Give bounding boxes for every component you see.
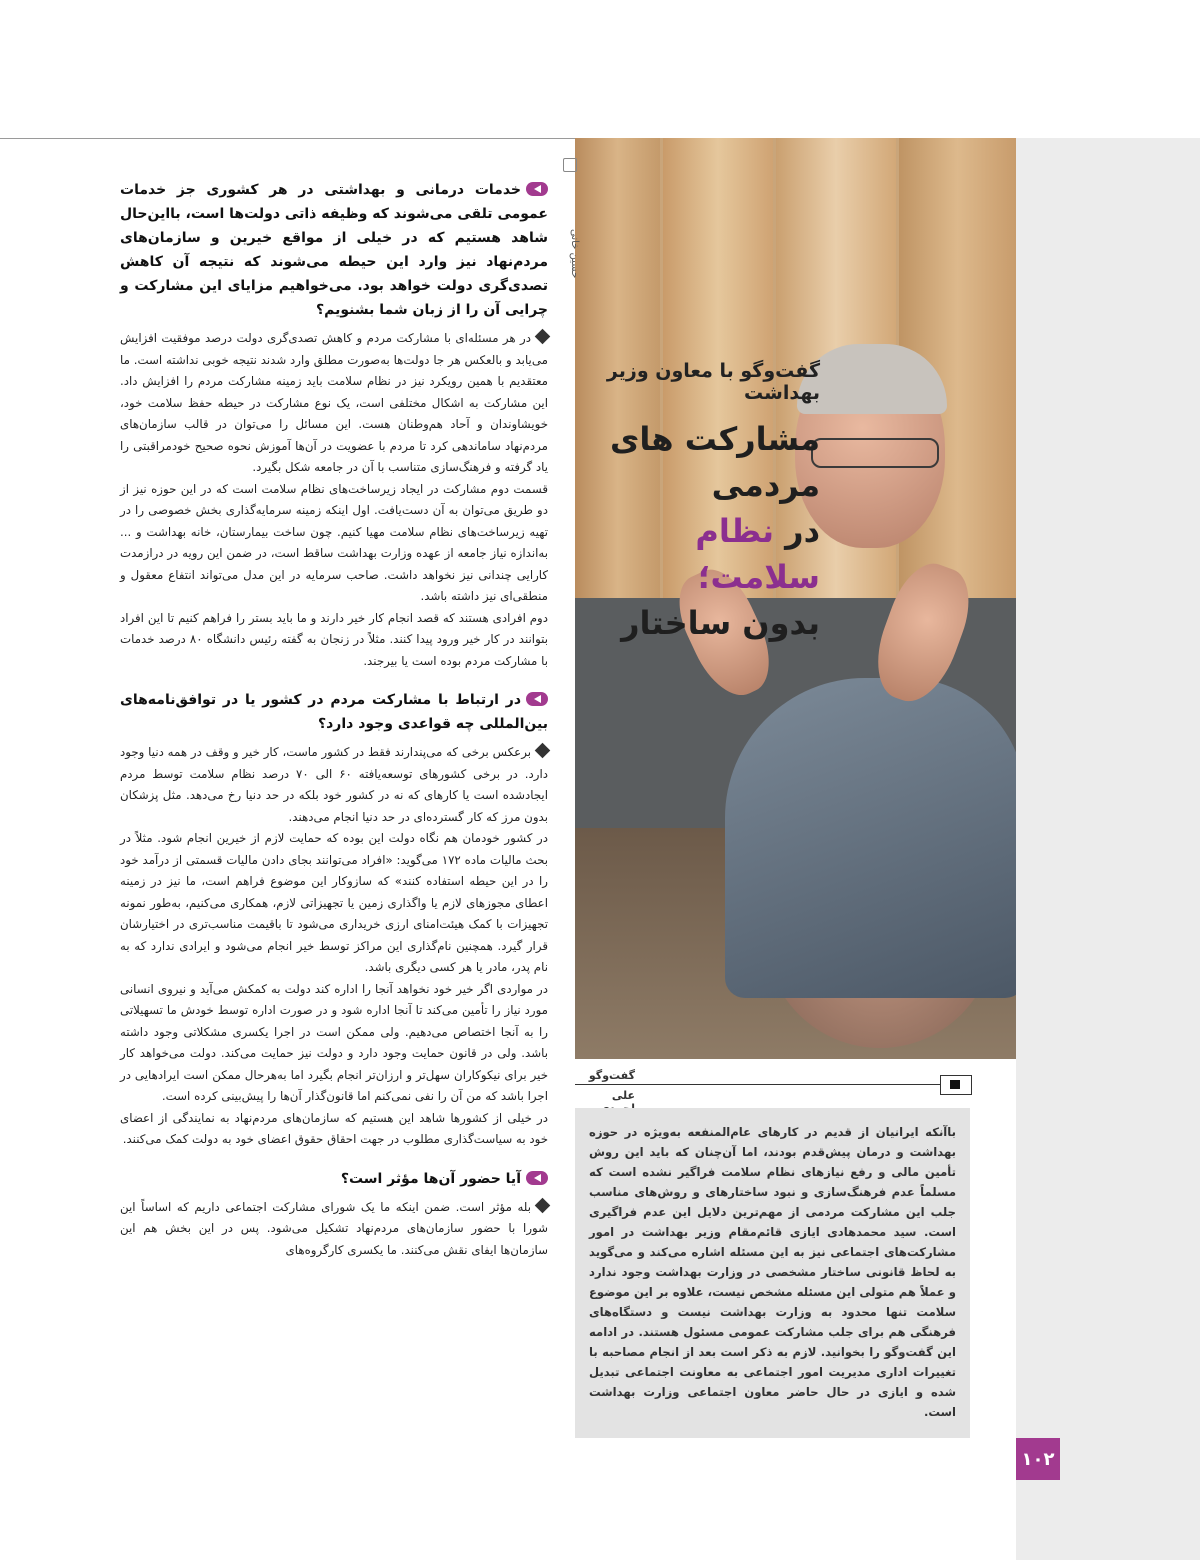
answer-paragraph: در خیلی از کشورها شاهد این هستیم که سازمان‌های مردم‌نهاد به نمایندگی از اعضای خود به سیاست‌گذاری مطلوب در جهت احقاق حقوق اعضای خود به دولت کمک می‌کنند. bbox=[120, 1110, 548, 1146]
answer-marker-icon bbox=[535, 1197, 551, 1213]
side-band bbox=[1016, 138, 1200, 1560]
square-bullet-icon bbox=[940, 1075, 972, 1095]
answer-marker-icon bbox=[535, 329, 551, 345]
answer-text: بله مؤثر است. ضمن اینکه ما یک شورای مشارکت اجتماعی داریم که اساساً این شورا با حضور سازمان‌های مردم‌نهاد تشکیل می‌شود. پس در این بخش هم این سازمان‌ها ایفای نقش می‌کنند. ما یکسری کارگروه‌های bbox=[120, 1199, 548, 1257]
title-line-1: مشارکت های مردمی bbox=[610, 420, 820, 504]
question-text: در ارتباط با مشارکت مردم در کشور یا در توافق‌نامه‌های بین‌المللی چه قواعدی وجود دارد؟ bbox=[120, 692, 548, 732]
answer-paragraph bbox=[120, 328, 548, 479]
photo-credit: حسین خانی bbox=[569, 228, 580, 278]
eyeglasses bbox=[811, 438, 939, 468]
answer-paragraph: دوم افرادی هستند که قصد انجام کار خیر دارند و ما باید بستر را فراهم کنیم تا این افراد بتوانند در کار خیر ورود پیدا کنند. مثلاً در زنجان به گفته رئیس دانشگاه ۸۰ درصد خدمات با مشارکت مردم بوده است یا بیرجند. bbox=[120, 610, 549, 668]
title-line-2 bbox=[580, 508, 820, 600]
answer-text: برعکس برخی که می‌پندارند فقط در کشور ماست، کار خیر و وقف در همه دنیا وجود دارد. در برخی کشورهای توسعه‌یافته ۶۰ الی ۷۰ درصد نظام سلامت توسط مردم ایجادشده است یا کارهای که نه در کشور خود بلکه در حد دنیا رخ می‌دهد. مثل پزشکان بدون مرز که کار گسترده‌ای در حد دنیا انجام می‌دهند. bbox=[120, 745, 548, 824]
answer-paragraph bbox=[120, 742, 548, 828]
section-rule bbox=[575, 1084, 970, 1085]
answer-paragraph: در کشور خودمان هم نگاه دولت این بوده که حمایت لازم از خیرین انجام شود. مثلاً در بحث مالیات ماده ۱۷۲ می‌گوید: «افراد می‌توانند بجای دادن مالیات قسمتی از درآمد خود را در این حیطه استفاده کنند» که سازوکار این موضوع فراهم است، ما نیز در زمینه اعطای مجوزهای لازم یا واگذاری زمین یا تجهیزاتی لازم، همکاری می‌کنیم، به‌طور نمونه تجهیزات با کمک هیئت‌امنای ارزی خریداری می‌شود تا باقیمت مناسب‌تری در اختیارشان قرار گیرد. همچنین نام‌گذاری این مراکز توسط خیر انجام می‌شود و ایرادی ندارد که به نام پدر، مادر یا هر کسی دیگری باشد. bbox=[120, 831, 548, 974]
paragraph-gap bbox=[120, 1151, 548, 1167]
answer-paragraph bbox=[120, 1197, 548, 1262]
article-title bbox=[580, 360, 820, 646]
article-body bbox=[120, 178, 548, 1261]
camera-icon bbox=[563, 158, 577, 172]
question-text: آیا حضور آن‌ها مؤثر است؟ bbox=[340, 1170, 521, 1187]
title-line-2-prefix: در bbox=[785, 512, 820, 550]
paragraph-gap bbox=[120, 672, 548, 688]
author-name: علی bbox=[611, 1089, 635, 1102]
section-label: گفت‌وگو bbox=[588, 1069, 635, 1082]
answer-text: در هر مسئله‌ای با مشارکت مردم و کاهش تصدی‌گری دولت درصد موفقیت افزایش می‌یابد و بالعکس هر جا دولت‌ها به‌صورت مطلق وارد شدند نتیجه خوبی نداشته است. ما معتقدیم با همین رویکرد نیز در نظام سلامت باید زمینه مشارکت مردم را افزایش داد. این مشارکت به اشکال مختلفی است، یک نوع مشارکت در حیطه حفظ سلامت خود، خویشاوندان و آحاد هم‌وطنان هست. این مسائل را می‌توان در قالب سازمان‌های مردم‌نهاد ساماندهی کرد تا مردم با عضویت در آن‌ها آموزش نحوه صحیح خودمراقبتی را یاد گرفته و فرهنگ‌سازی متناسب با آن در جامعه شکل بگیرد. bbox=[120, 331, 548, 474]
answer-paragraph: در مواردی اگر خیر خود نخواهد آنجا را اداره کند دولت به کمکش می‌آید و نیروی انسانی مورد نیاز را تأمین می‌کند تا آنجا اداره شود و در صورت اداره توسط خودش ما تسهیلاتی را به آنجا اختصاص می‌دهیم. ولی ممکن است در اجرا یکسری مشکلاتی وجود داشته باشد. ولی در قانون حمایت وجود دارد و دولت نیز حمایت می‌کند. دولت می‌خواهد کار خیر برای نیکوکاران سهل‌تر و ارزان‌تر انجام بگیرد اما به‌هرحال ممکن است ایرادهایی در اجرا باشد که من آن را نفی نمی‌کنم اما قانون‌گذار آن‌ها را پیش‌بینی کرده است. bbox=[120, 981, 548, 1103]
title-line-3: بدون ساختار bbox=[621, 604, 820, 642]
title-kicker: گفت‌وگو با معاون وزیر بهداشت bbox=[606, 360, 820, 404]
page-number: ۱۰۲ bbox=[1016, 1438, 1060, 1480]
question bbox=[120, 1167, 548, 1191]
question bbox=[120, 688, 548, 736]
person-suit bbox=[725, 678, 1016, 998]
answer-paragraph: قسمت دوم مشارکت در ایجاد زیرساخت‌های نظام سلامت است که در این حوزه نیز از دو طریق می‌توان به آن دست‌یافت. اول اینکه زمینه سرمایه‌گذاری بخش خصوصی را در تهیه زیرساخت‌های نظام سلامت مهیا کنیم. چون ساخت بیمارستان، خانه بهداشت و ... به‌اندازه نیاز جامعه از عهده وزارت بهداشت ساقط است، در ضمن این رویه در درازمدت کارایی چندانی نیز نخواهد داشت. صاحب سرمایه در این مدل می‌تواند انتفاع معقول و منطقی‌ای نیز داشته باشد. bbox=[120, 481, 548, 603]
title-line-2-accent: نظام سلامت؛ bbox=[695, 512, 820, 596]
question-text: خدمات درمانی و بهداشتی در هر کشوری جز خدمات عمومی تلقی می‌شوند که وظیفه ذاتی دولت‌ها است، بااین‌حال شاهد هستیم که در خیلی از مواقع خیرین و سازمان‌های مردم‌نهاد نیز وارد این حیطه می‌شوند که نتیجه آن کاهش تصدی‌گری دولت خواهد بود. می‌خواهیم مزایای این مشارکت و چرایی آن را از زبان شما بشنویم؟ bbox=[120, 182, 548, 318]
question-marker-icon bbox=[526, 692, 548, 706]
question bbox=[120, 178, 548, 322]
intro-summary: باآنکه ایرانیان از قدیم در کارهای عام‌المنفعه به‌ویژه در حوزه بهداشت و درمان پیش‌قدم بودند، اما آن‌چنان که باید این روش تأمین مالی و رفع نیازهای نظام سلامت فراگیر نشده است که مسلماً عدم فرهنگ‌سازی و نبود ساختارهای و روش‌های مناسب جلب این مشارکت مردمی از مهم‌ترین دلایل این عدم فراگیری است. سید محمدهادی ایازی قائم‌مقام وزیر بهداشت در امور مشارکت‌های اجتماعی نیز به این مسئله اشاره می‌کند و می‌گوید به لحاظ قانونی ساختار مشخصی در وزارت بهداشت وجود ندارد و عملاً هم متولی این مسئله مشخص نیست، علاوه بر این موضوع سلامت تنها محدود به وزارت بهداشت نیست و دستگاه‌های فرهنگی هم برای جلب مشارکت عمومی مسئول هستند. در ادامه این گفت‌وگو را بخوانید. لازم به ذکر است بعد از انجام مصاحبه با تغییرات اداری مدیریت امور اجتماعی به معاونت اجتماعی تبدیل شده و ایازی در حال حاضر معاون اجتماعی وزارت بهداشت است. bbox=[575, 1108, 970, 1438]
answer-marker-icon bbox=[535, 743, 551, 759]
question-marker-icon bbox=[526, 1171, 548, 1185]
question-marker-icon bbox=[526, 182, 548, 196]
